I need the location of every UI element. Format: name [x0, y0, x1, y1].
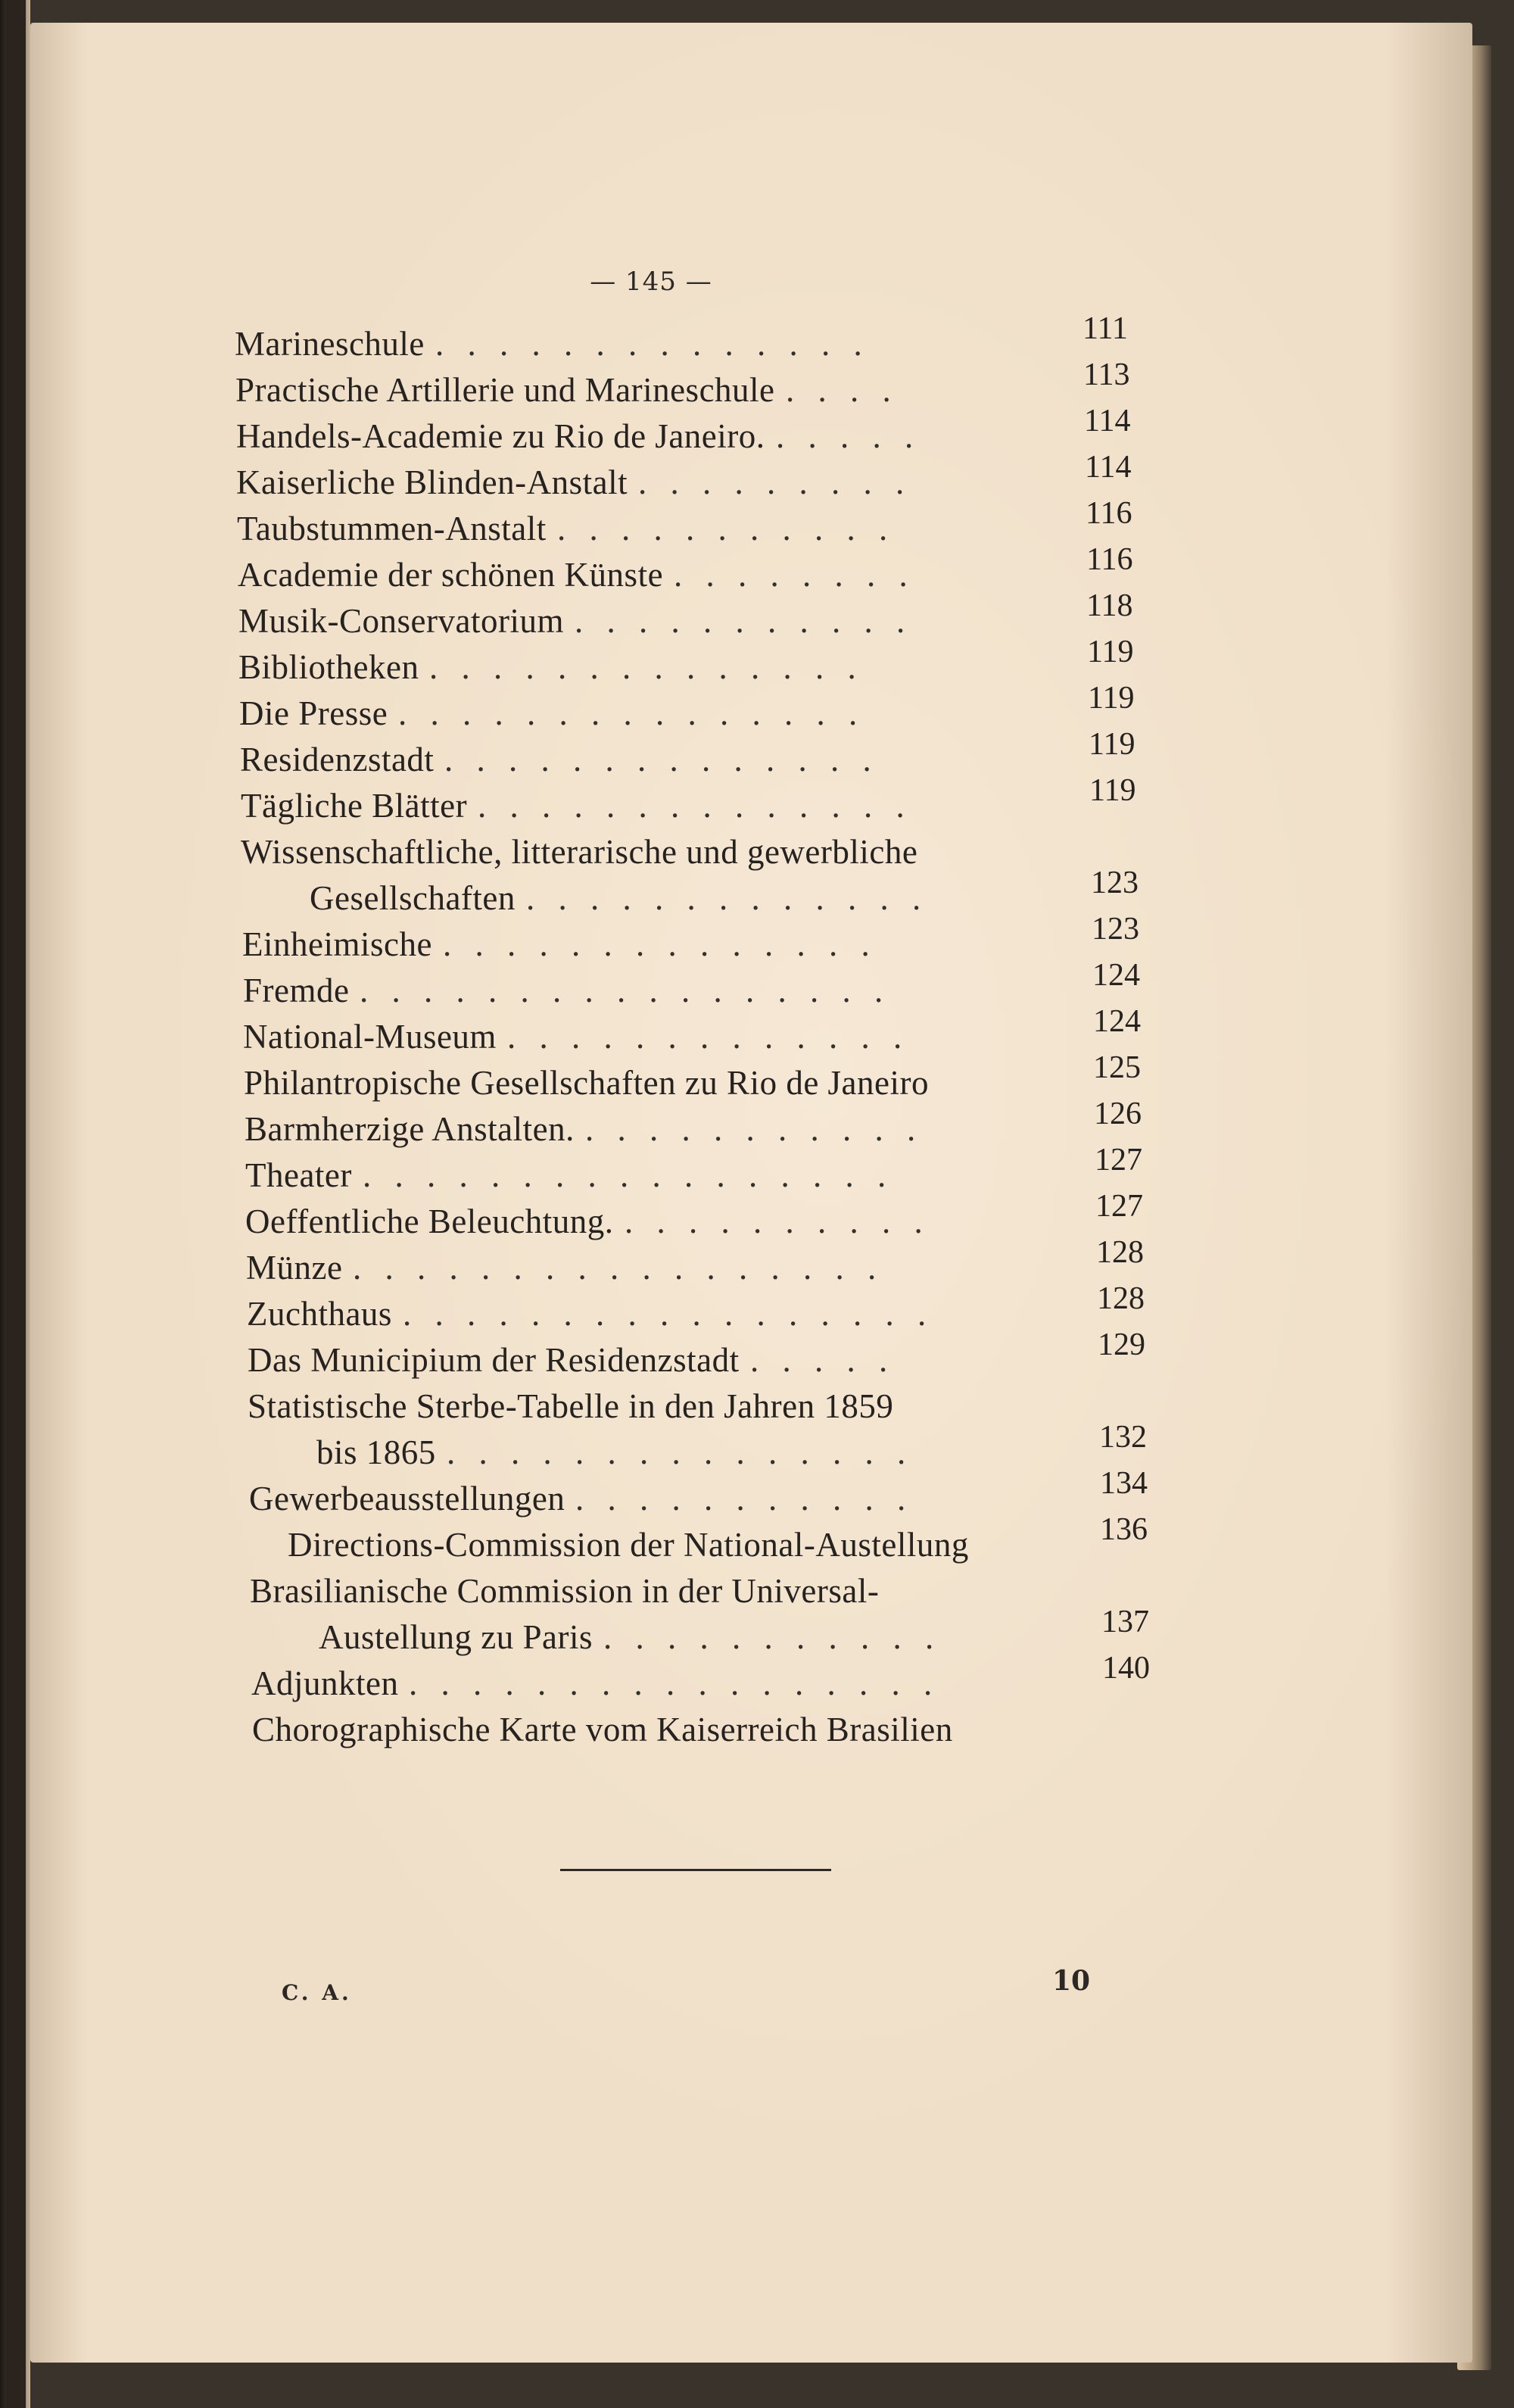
toc-leader-dots: . . . . . . . . . — [638, 463, 912, 501]
toc-entry — [235, 450, 1143, 503]
toc-entry-page: 116 — [1086, 496, 1132, 531]
toc-entry — [235, 1281, 1145, 1334]
toc-entry-page: 136 — [1100, 1512, 1148, 1547]
toc-entry-title: Marineschule — [235, 325, 425, 363]
toc-entry — [235, 1004, 1143, 1057]
toc-entry-title: Austellung zu Paris — [319, 1618, 593, 1656]
toc-entry-title: Theater — [245, 1156, 352, 1194]
toc-entry — [235, 727, 1143, 780]
toc-entry-title: Einheimische — [242, 925, 432, 963]
toc-entry-page: 119 — [1087, 635, 1134, 669]
toc-entry-title: Directions-Commission der National-Austellung — [288, 1526, 969, 1564]
toc-entry-title: Academie der schönen Künste — [238, 556, 664, 594]
toc-entry — [235, 1380, 1143, 1427]
toc-entry-page: 114 — [1084, 404, 1131, 438]
toc-leader-dots: . . . . . . . . . . . — [575, 602, 913, 640]
toc-entry-title: Gesellschaften — [310, 879, 516, 917]
toc-entry — [235, 1327, 1145, 1380]
toc-entry-page: 126 — [1094, 1096, 1142, 1131]
table-of-contents — [235, 311, 1150, 1750]
toc-leader-dots: . . . . . . . . . . . . . . . . . — [353, 1249, 884, 1287]
toc-entry-page: 119 — [1089, 773, 1136, 808]
toc-entry-title: Handels-Academie zu Rio de Janeiro. — [236, 417, 765, 455]
toc-entry — [235, 826, 1143, 872]
toc-entry-page: 128 — [1096, 1235, 1144, 1270]
toc-leader-dots: . . . . . . . . . . . . . — [507, 1018, 910, 1056]
toc-leader-dots: . . . . . . . . . . . . . — [526, 879, 929, 917]
toc-entry — [235, 542, 1143, 595]
toc-entry-title: Münze — [246, 1249, 343, 1287]
toc-entry — [235, 958, 1143, 1011]
toc-entry-title: Musik-Conservatorium — [238, 602, 564, 640]
toc-entry-title: Fremde — [243, 972, 350, 1009]
printer-signature: C. A. — [282, 1980, 352, 2005]
toc-leader-dots: . . . . . . . . — [674, 556, 915, 594]
toc-entry-page: 140 — [1102, 1651, 1150, 1686]
toc-entry-title: Residenzstadt — [240, 741, 435, 778]
toc-entry-page: 127 — [1095, 1143, 1142, 1177]
toc-entry-page: 129 — [1098, 1327, 1145, 1362]
toc-entry-title: Gewerbeausstellungen — [249, 1480, 565, 1517]
sheet-number: 10 — [1052, 1965, 1091, 1997]
toc-entry-page: 125 — [1093, 1050, 1141, 1085]
book-binding — [6, 0, 26, 2408]
toc-entry — [235, 404, 1143, 457]
toc-entry-page: 132 — [1099, 1420, 1147, 1455]
toc-leader-dots: . . . . . . . . . . . . . . — [429, 648, 864, 686]
toc-entry-title: Chorographische Karte vom Kaiserreich Brasilien — [252, 1711, 953, 1748]
toc-entry — [235, 681, 1143, 734]
toc-entry-page: 124 — [1092, 958, 1140, 993]
toc-entry-page: 127 — [1095, 1189, 1143, 1224]
toc-entry — [235, 311, 1143, 364]
toc-leader-dots: . . . . . . . . . . — [625, 1202, 930, 1240]
toc-leader-dots: . . . . . — [750, 1341, 896, 1379]
section-divider — [560, 1869, 831, 1871]
toc-leader-dots: . . . . . . . . . . . . . . — [443, 925, 877, 963]
toc-entry — [235, 1704, 1143, 1750]
toc-leader-dots: . . . . . . . . . . . . . . — [435, 325, 870, 363]
toc-leader-dots: . . . . . . . . . . . . . . . . . — [403, 1295, 934, 1333]
toc-leader-dots: . . . . . . . . . . . . . . . — [398, 694, 865, 732]
toc-entry-title: Statistische Sterbe-Tabelle in den Jahren 1859 — [248, 1387, 894, 1425]
toc-entry-title: Adjunkten — [251, 1664, 399, 1702]
toc-entry-page: 128 — [1097, 1281, 1145, 1316]
toc-entry-title: Zuchthaus — [247, 1295, 392, 1333]
toc-entry — [235, 496, 1143, 549]
toc-entry-title: Philantropische Gesellschaften zu Rio de Janeiro — [244, 1064, 929, 1102]
toc-entry-page: 119 — [1088, 681, 1135, 716]
toc-entry-title: Die Presse — [239, 694, 388, 732]
toc-entry-title: Kaiserliche Blinden-Anstalt — [236, 463, 628, 501]
toc-entry — [235, 1466, 1148, 1519]
toc-entry-page: 113 — [1083, 357, 1130, 392]
toc-entry — [235, 912, 1143, 965]
toc-entry — [235, 635, 1143, 688]
toc-leader-dots: . . . . . . . . . . . . . . — [444, 741, 879, 778]
toc-leader-dots: . . . . . . . . . . . . . . . . . — [363, 1156, 894, 1194]
toc-entry-page: 123 — [1091, 866, 1139, 900]
toc-entry-page: 124 — [1093, 1004, 1141, 1039]
toc-leader-dots: . . . . . . . . . . . . . . — [478, 787, 912, 825]
toc-entry — [235, 773, 1143, 826]
toc-leader-dots: . . . . . . . . . . . . . . . . . — [409, 1664, 940, 1702]
toc-entry-title: Taubstummen-Anstalt — [237, 510, 547, 547]
toc-entry-title: Wissenschaftliche, litterarische und gewerbliche — [241, 833, 918, 871]
toc-entry-title: Tägliche Blätter — [241, 787, 468, 825]
toc-entry — [235, 1189, 1143, 1242]
toc-entry-title: Oeffentliche Beleuchtung. — [245, 1202, 614, 1240]
toc-entry-title: Brasilianische Commission in der Universal- — [250, 1572, 880, 1610]
toc-entry — [235, 1605, 1149, 1658]
toc-entry — [235, 1143, 1143, 1196]
toc-entry-title: Practische Artillerie und Marineschule — [235, 371, 775, 409]
toc-leader-dots: . . . . . . . . . . . — [557, 510, 896, 547]
toc-entry-title: Das Municipium der Residenzstadt — [248, 1341, 740, 1379]
toc-entry-page: 111 — [1083, 311, 1128, 346]
toc-entry-title: National-Museum — [243, 1018, 497, 1056]
toc-entry — [235, 1050, 1143, 1103]
toc-entry-title: bis 1865 — [316, 1433, 436, 1471]
toc-entry — [235, 1651, 1150, 1704]
toc-entry — [235, 1235, 1144, 1288]
toc-entry — [235, 1096, 1143, 1149]
toc-entry — [235, 1512, 1148, 1565]
toc-entry-page: 137 — [1101, 1605, 1149, 1639]
toc-entry-page: 118 — [1086, 588, 1133, 623]
toc-entry-page: 116 — [1086, 542, 1133, 577]
toc-entry — [235, 866, 1143, 919]
toc-leader-dots: . . . . . . . . . . . . . . . . . — [360, 972, 891, 1009]
toc-entry — [235, 588, 1143, 641]
page-number: — 145 — — [590, 267, 712, 297]
toc-leader-dots: . . . . . . . . . . . — [575, 1480, 914, 1517]
toc-entry-page: 119 — [1089, 727, 1136, 762]
toc-entry — [235, 357, 1143, 410]
toc-entry-page: 114 — [1085, 450, 1132, 485]
toc-entry — [235, 1565, 1143, 1611]
toc-leader-dots: . . . . . . . . . . . — [603, 1618, 942, 1656]
toc-entry-title: Bibliotheken — [238, 648, 419, 686]
toc-leader-dots: . . . . . . . . . . . . . . . — [447, 1433, 914, 1471]
toc-leader-dots: . . . . — [786, 371, 899, 409]
toc-entry-page: 123 — [1092, 912, 1139, 947]
toc-entry — [235, 1420, 1147, 1473]
toc-entry-title: Barmherzige Anstalten. — [245, 1110, 575, 1148]
toc-leader-dots: . . . . . — [776, 417, 921, 455]
toc-leader-dots: . . . . . . . . . . . — [585, 1110, 924, 1148]
toc-entry-page: 134 — [1100, 1466, 1148, 1501]
